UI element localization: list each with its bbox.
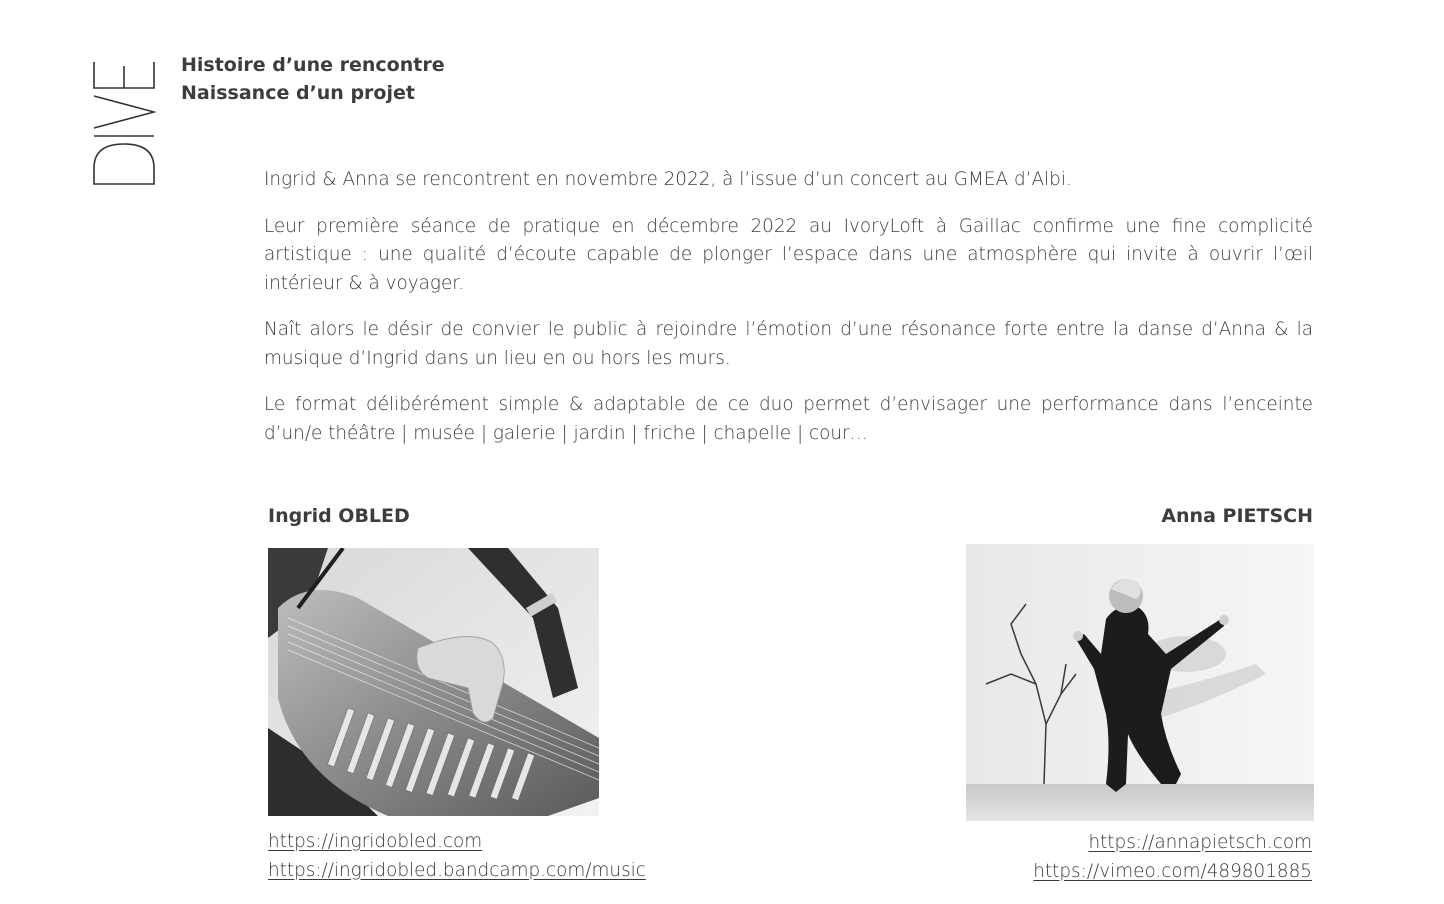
section-heading	[181, 51, 445, 107]
paragraph-4: Le format délibérément simple & adaptable de ce duo permet d’envisager une performance dans l’enceinte d’un/e théâtre | musée | galerie | jardin | friche | chapelle | cour…	[264, 394, 1313, 444]
paragraph-1: Ingrid & Anna se rencontrent en novembre 2022, à l’issue d’un concert au GMEA d’Albi.	[264, 169, 1072, 190]
photo-dancer	[966, 544, 1314, 821]
link-anna-vimeo[interactable]: https://vimeo.com/489801885	[1033, 860, 1312, 882]
dive-logo-graphic	[92, 60, 156, 186]
heading-line-2: Naissance d’un projet	[181, 82, 415, 104]
links-ingrid	[268, 828, 646, 885]
photo-nyckelharpa	[268, 548, 599, 816]
link-ingridobled-bandcamp[interactable]: https://ingridobled.bandcamp.com/music	[268, 859, 646, 881]
body-text	[264, 166, 1313, 466]
link-annapietsch-site[interactable]: https://annapietsch.com	[1088, 832, 1312, 853]
paragraph-3: Naît alors le désir de convier le public à rejoindre l’émotion d’une résonance forte entre la danse d’Anna & la musique d’Ingrid dans un lieu en ou hors les murs.	[264, 319, 1313, 369]
artist-name-anna: Anna PIETSCH	[1161, 505, 1313, 527]
artist-name-ingrid: Ingrid OBLED	[268, 505, 410, 527]
dive-logo	[92, 60, 156, 186]
paragraph-2: Leur première séance de pratique en décembre 2022 au IvoryLoft à Gaillac confirme une fine complicité artistique : une qualité d’écoute capable de plonger l’espace dans une atmosphère qui invite à ouvrir l’œil intérieur & à voyager.	[264, 215, 1313, 294]
links-anna	[1033, 829, 1312, 886]
heading-line-1: Histoire d’une rencontre	[181, 54, 445, 76]
link-ingridobled-site[interactable]: https://ingridobled.com	[268, 831, 483, 852]
